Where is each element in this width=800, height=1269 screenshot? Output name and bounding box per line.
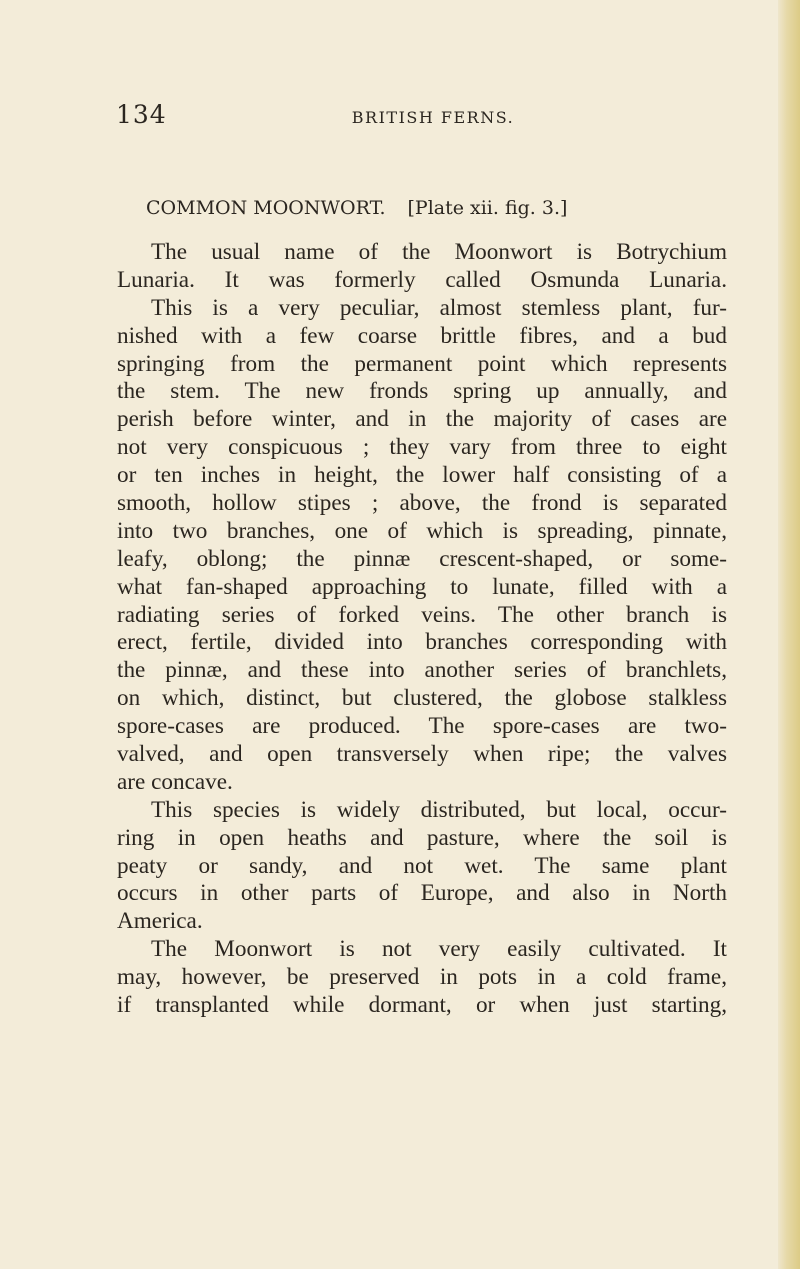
- section-title-text: COMMON MOONWORT.: [146, 197, 386, 219]
- text-line: the pinnæ, and these into another series of branchlets,: [117, 657, 727, 684]
- text-line: on which, distinct, but clustered, the globose stalkless: [117, 685, 727, 712]
- running-head: BRITISH FERNS.: [351, 108, 515, 127]
- text-line: not very conspicuous ; they vary from three to eight: [117, 434, 727, 461]
- text-line: erect, fertile, divided into branches corresponding with: [117, 629, 727, 656]
- text-line: ring in open heaths and pasture, where the soil is: [117, 824, 727, 851]
- text-line: This is a very peculiar, almost stemless plant, fur-: [151, 294, 727, 321]
- section-title: [146, 197, 567, 219]
- text-line: are concave.: [117, 768, 233, 795]
- text-line: nished with a few coarse brittle fibres, and a bud: [117, 322, 727, 349]
- text-line: what fan-shaped approaching to lunate, filled with a: [117, 573, 727, 600]
- page-edge: [778, 0, 800, 1269]
- text-line: may, however, be preserved in pots in a cold frame,: [117, 964, 727, 991]
- text-line: The usual name of the Moonwort is Botrychium: [151, 239, 727, 265]
- text-line: the stem. The new fronds spring up annually, and: [117, 378, 727, 405]
- text-line: perish before winter, and in the majority of cases are: [117, 406, 727, 433]
- text-line: peaty or sandy, and not wet. The same plant: [117, 852, 727, 879]
- text-line: America.: [117, 908, 203, 935]
- body-text: [117, 239, 727, 1020]
- text-line: if transplanted while dormant, or when just starting,: [117, 992, 727, 1019]
- plate-reference: [Plate xii. fig. 3.]: [407, 197, 568, 219]
- text-line: Lunaria. It was formerly called Osmunda Lunaria.: [117, 266, 727, 293]
- page-number: 134: [116, 100, 167, 129]
- text-line: occurs in other parts of Europe, and also in North: [117, 880, 727, 907]
- text-line: valved, and open transversely when ripe; the valves: [117, 741, 727, 768]
- text-line: or ten inches in height, the lower half consisting of a: [117, 462, 727, 489]
- text-line: spore-cases are produced. The spore-cases are two-: [117, 713, 727, 740]
- text-line: smooth, hollow stipes ; above, the frond is separated: [117, 490, 727, 517]
- text-line: radiating series of forked veins. The other branch is: [117, 601, 727, 628]
- text-line: This species is widely distributed, but local, occur-: [151, 796, 727, 823]
- text-line: into two branches, one of which is spreading, pinnate,: [117, 517, 727, 544]
- page-header: [116, 100, 726, 140]
- text-line: The Moonwort is not very easily cultivated. It: [151, 936, 727, 963]
- text-line: leafy, oblong; the pinnæ crescent-shaped, or some-: [117, 545, 727, 572]
- text-line: springing from the permanent point which represents: [117, 350, 727, 377]
